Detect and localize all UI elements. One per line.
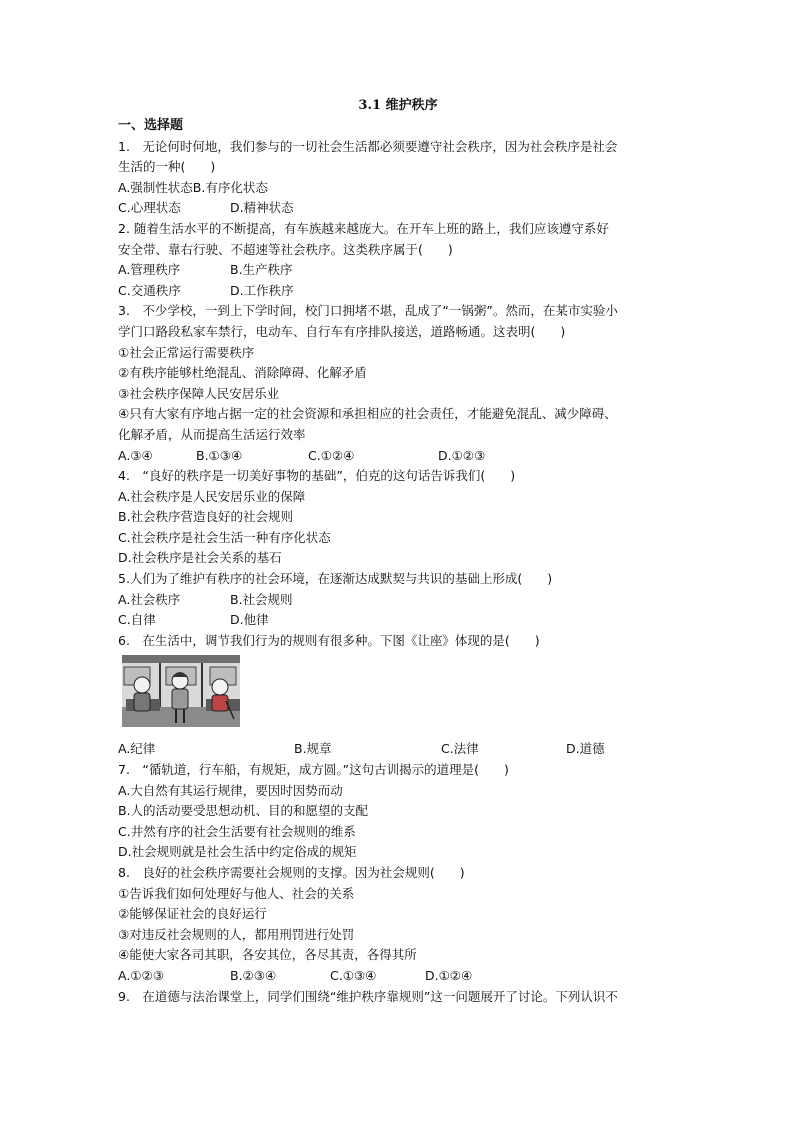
- question-4-line-4: C.社会秩序是社会生活一种有序化状态: [118, 529, 331, 545]
- question-5-line-1: 5.人们为了维护有秩序的社会环境，在逐渐达成默契与共识的基础上形成( ): [118, 571, 553, 587]
- question-1-line-2: 生活的一种( ): [118, 159, 216, 175]
- question-3-options: [118, 446, 678, 467]
- question-4-line-5: D.社会秩序是社会关系的基石: [118, 550, 282, 566]
- question-4-line-2: A.社会秩序是人民安居乐业的保障: [118, 488, 306, 504]
- option: B.社会规则: [230, 591, 293, 607]
- question-3-line-3: ①社会正常运行需要秩序: [118, 344, 255, 360]
- question-2-line-2: 安全带、靠右行驶、不超速等社会秩序。这类秩序属于( ): [118, 241, 453, 257]
- question-5-options-row-1: [118, 590, 678, 611]
- question-8-line-3: ②能够保证社会的良好运行: [118, 906, 267, 922]
- question-3-line-5: ③社会秩序保障人民安居乐业: [118, 385, 280, 401]
- question-3-line-6: ④只有大家有序地占据一定的社会资源和承担相应的社会责任，才能避免混乱、减少障碍、: [118, 406, 617, 422]
- question-8-line-5: ④能使大家各司其职，各安其位，各尽其责，各得其所: [118, 947, 417, 963]
- option: A.社会秩序: [118, 591, 181, 607]
- question-3-line-7: 化解矛盾，从而提高生活运行效率: [118, 426, 306, 442]
- question-8-line-2: ①告诉我们如何处理好与他人、社会的关系: [118, 885, 355, 901]
- question-3-line-4: ②有秩序能够杜绝混乱、消除障碍、化解矛盾: [118, 365, 367, 381]
- option: C.自律: [118, 612, 156, 628]
- option: C.心理状态: [118, 200, 181, 216]
- question-2-options-row-1: [118, 260, 678, 281]
- question-8-line-1: 8. 良好的社会秩序需要社会规则的支撑。因为社会规则( ): [118, 865, 465, 880]
- option: D.工作秩序: [230, 282, 294, 298]
- question-6-options: [118, 739, 678, 760]
- question-5-options-row-2: [118, 610, 678, 631]
- question-2-line-1: 2. 随着生活水平的不断提高，有车族越来越庞大。在开车上班的路上，我们应该遵守系好: [118, 220, 609, 236]
- option: A.管理秩序: [118, 262, 181, 278]
- question-3-line-1: 3. 不少学校，一到上下学时间，校门口拥堵不堪，乱成了“一锅粥”。然而，在某市实验小: [118, 303, 618, 319]
- option: A.③④: [118, 447, 153, 463]
- question-3-line-2: 学门口路段私家车禁行，电动车、自行车有序排队接送，道路畅通。这表明( ): [118, 323, 566, 339]
- question-7-line-5: D.社会规则就是社会生活中约定俗成的规矩: [118, 844, 357, 860]
- option: A.强制性状态B.有序化状态: [118, 179, 268, 195]
- option: C.法律: [441, 741, 479, 757]
- question-9-line-1: 9. 在道德与法治课堂上，同学们围绕“维护秩序靠规则”这一问题展开了讨论。下列认识不: [118, 988, 618, 1004]
- option: D.他律: [230, 612, 269, 628]
- option: D.①②③: [438, 447, 486, 463]
- question-4-line-1: 4. “良好的秩序是一切美好事物的基础”，伯克的这句话告诉我们( ): [118, 468, 516, 484]
- question-8-options: [118, 966, 678, 987]
- question-2-options-row-2: [118, 281, 678, 302]
- page-title: 3.1 维护秩序: [358, 98, 438, 113]
- question-1-options-row-1: [118, 178, 678, 199]
- question-7-line-1: 7. “循轨道，行车船，有规矩，成方圆。”这句古训揭示的道理是( ): [118, 762, 509, 778]
- option: B.规章: [294, 741, 332, 757]
- option: A.纪律: [118, 741, 156, 757]
- option: A.①②③: [118, 967, 164, 983]
- option: B.生产秩序: [230, 262, 293, 278]
- bus-seat-illustration-icon: [122, 655, 240, 727]
- question-1-options-row-2: [118, 198, 678, 219]
- option: C.①③④: [330, 967, 377, 983]
- section-heading: 一、选择题: [118, 118, 184, 133]
- question-6-line-1: 6. 在生活中，调节我们行为的规则有很多种。下图《让座》体现的是( ): [118, 632, 540, 648]
- option: B.①③④: [196, 447, 243, 463]
- option: C.①②④: [308, 447, 355, 463]
- question-7-line-2: A.大自然有其运行规律，要因时因势而动: [118, 782, 343, 798]
- question-7-line-4: C.井然有序的社会生活要有社会规则的维系: [118, 823, 356, 839]
- question-8-line-4: ③对违反社会规则的人，都用刑罚进行处罚: [118, 926, 355, 942]
- option: D.精神状态: [230, 200, 294, 216]
- document-page: [118, 96, 678, 1007]
- question-7-line-3: B.人的活动要受思想动机、目的和愿望的支配: [118, 803, 369, 819]
- question-4-line-3: B.社会秩序营造良好的社会规则: [118, 509, 294, 525]
- option: C.交通秩序: [118, 282, 181, 298]
- option: D.道德: [566, 741, 605, 757]
- option: B.②③④: [230, 967, 277, 983]
- option: D.①②④: [425, 967, 473, 983]
- question-1-line-1: 1. 无论何时何地，我们参与的一切社会生活都必须要遵守社会秩序，因为社会秩序是社会: [118, 138, 618, 154]
